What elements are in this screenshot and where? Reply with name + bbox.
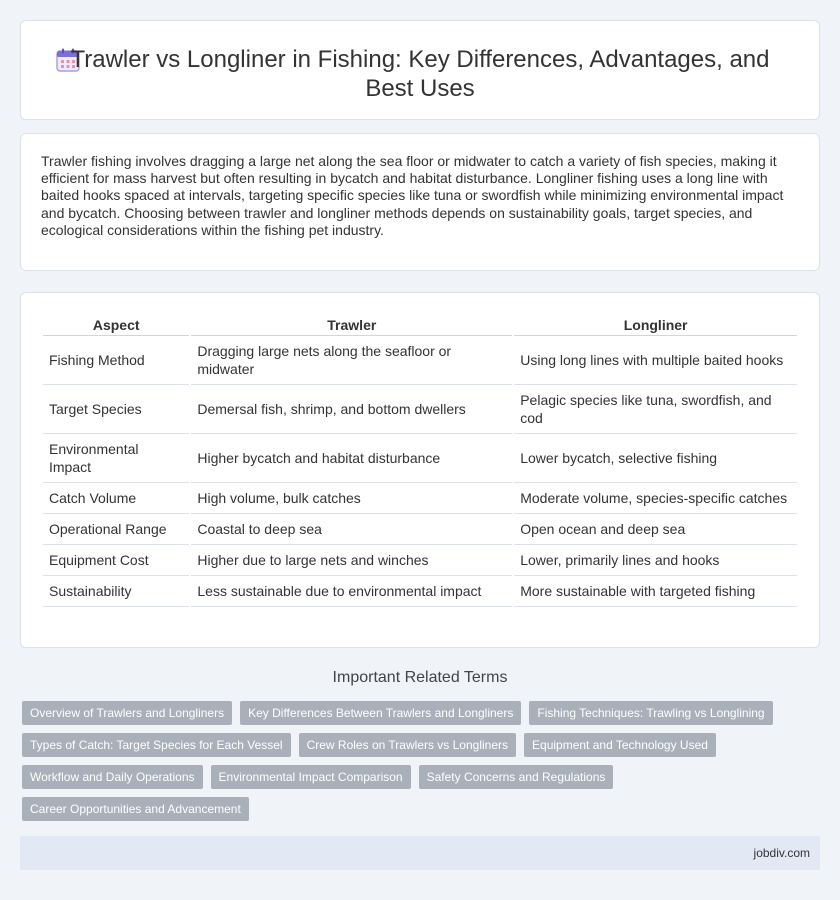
cell-longliner: Pelagic species like tuna, swordfish, and cod: [514, 385, 797, 434]
header-card: [20, 20, 820, 120]
table-header-aspect: Aspect: [43, 314, 189, 336]
related-terms-title: Important Related Terms: [332, 669, 508, 686]
cell-longliner: Open ocean and deep sea: [514, 514, 797, 545]
cell-trawler: Higher bycatch and habitat disturbance: [191, 434, 512, 483]
cell-trawler: Dragging large nets along the seafloor or midwater: [191, 336, 512, 385]
cell-longliner: Moderate volume, species-specific catches: [514, 483, 797, 514]
related-term-tag[interactable]: Environmental Impact Comparison: [211, 765, 411, 789]
page-title: Trawler vs Longliner in Fishing: Key Differences, Advantages, and Best Uses: [70, 46, 770, 102]
footer: [20, 836, 820, 870]
comparison-table-card: [20, 292, 820, 648]
table-row: [43, 483, 797, 514]
related-term-tag[interactable]: Crew Roles on Trawlers vs Longliners: [299, 733, 516, 757]
cell-aspect: Environmental Impact: [43, 434, 189, 483]
cell-aspect: Equipment Cost: [43, 545, 189, 576]
table-header-row: [43, 314, 797, 336]
intro-card: [20, 133, 820, 271]
table-header-trawler: Trawler: [191, 314, 512, 336]
table-row: [43, 576, 797, 607]
related-term-tag[interactable]: Career Opportunities and Advancement: [22, 797, 249, 821]
cell-aspect: Fishing Method: [43, 336, 189, 385]
cell-longliner: Lower bycatch, selective fishing: [514, 434, 797, 483]
cell-aspect: Sustainability: [43, 576, 189, 607]
related-term-tag[interactable]: Equipment and Technology Used: [524, 733, 716, 757]
cell-trawler: High volume, bulk catches: [191, 483, 512, 514]
related-term-tag[interactable]: Safety Concerns and Regulations: [419, 765, 614, 789]
table-row: [43, 434, 797, 483]
cell-longliner: Lower, primarily lines and hooks: [514, 545, 797, 576]
cell-trawler: Less sustainable due to environmental impact: [191, 576, 512, 607]
related-term-tag[interactable]: Key Differences Between Trawlers and Longliners: [240, 701, 521, 725]
footer-site-link[interactable]: jobdiv.com: [753, 846, 810, 860]
cell-trawler: Coastal to deep sea: [191, 514, 512, 545]
cell-aspect: Operational Range: [43, 514, 189, 545]
cell-trawler: Higher due to large nets and winches: [191, 545, 512, 576]
table-row: [43, 336, 797, 385]
table-row: [43, 545, 797, 576]
table-header-longliner: Longliner: [514, 314, 797, 336]
comparison-table: [41, 314, 799, 607]
cell-aspect: Catch Volume: [43, 483, 189, 514]
related-term-tag[interactable]: Overview of Trawlers and Longliners: [22, 701, 232, 725]
related-terms-list: [22, 701, 822, 821]
cell-longliner: More sustainable with targeted fishing: [514, 576, 797, 607]
cell-longliner: Using long lines with multiple baited hooks: [514, 336, 797, 385]
related-term-tag[interactable]: Fishing Techniques: Trawling vs Longlining: [529, 701, 772, 725]
intro-paragraph: Trawler fishing involves dragging a large net along the sea floor or midwater to catch a variety of fish species, making it efficient for mass harvest but often resulting in bycatch and habitat disturbance. Longliner fishing uses a long line with baited hooks spaced at intervals, targeting specific species like tuna or swordfish while minimizing environmental impact and bycatch. Choosing between trawler and longliner methods depends on sustainability goals, target species, and ecological considerations within the fishing pet industry.: [41, 153, 784, 238]
related-term-tag[interactable]: Workflow and Daily Operations: [22, 765, 203, 789]
cell-trawler: Demersal fish, shrimp, and bottom dwellers: [191, 385, 512, 434]
related-term-tag[interactable]: Types of Catch: Target Species for Each Vessel: [22, 733, 291, 757]
cell-aspect: Target Species: [43, 385, 189, 434]
table-row: [43, 514, 797, 545]
table-row: [43, 385, 797, 434]
